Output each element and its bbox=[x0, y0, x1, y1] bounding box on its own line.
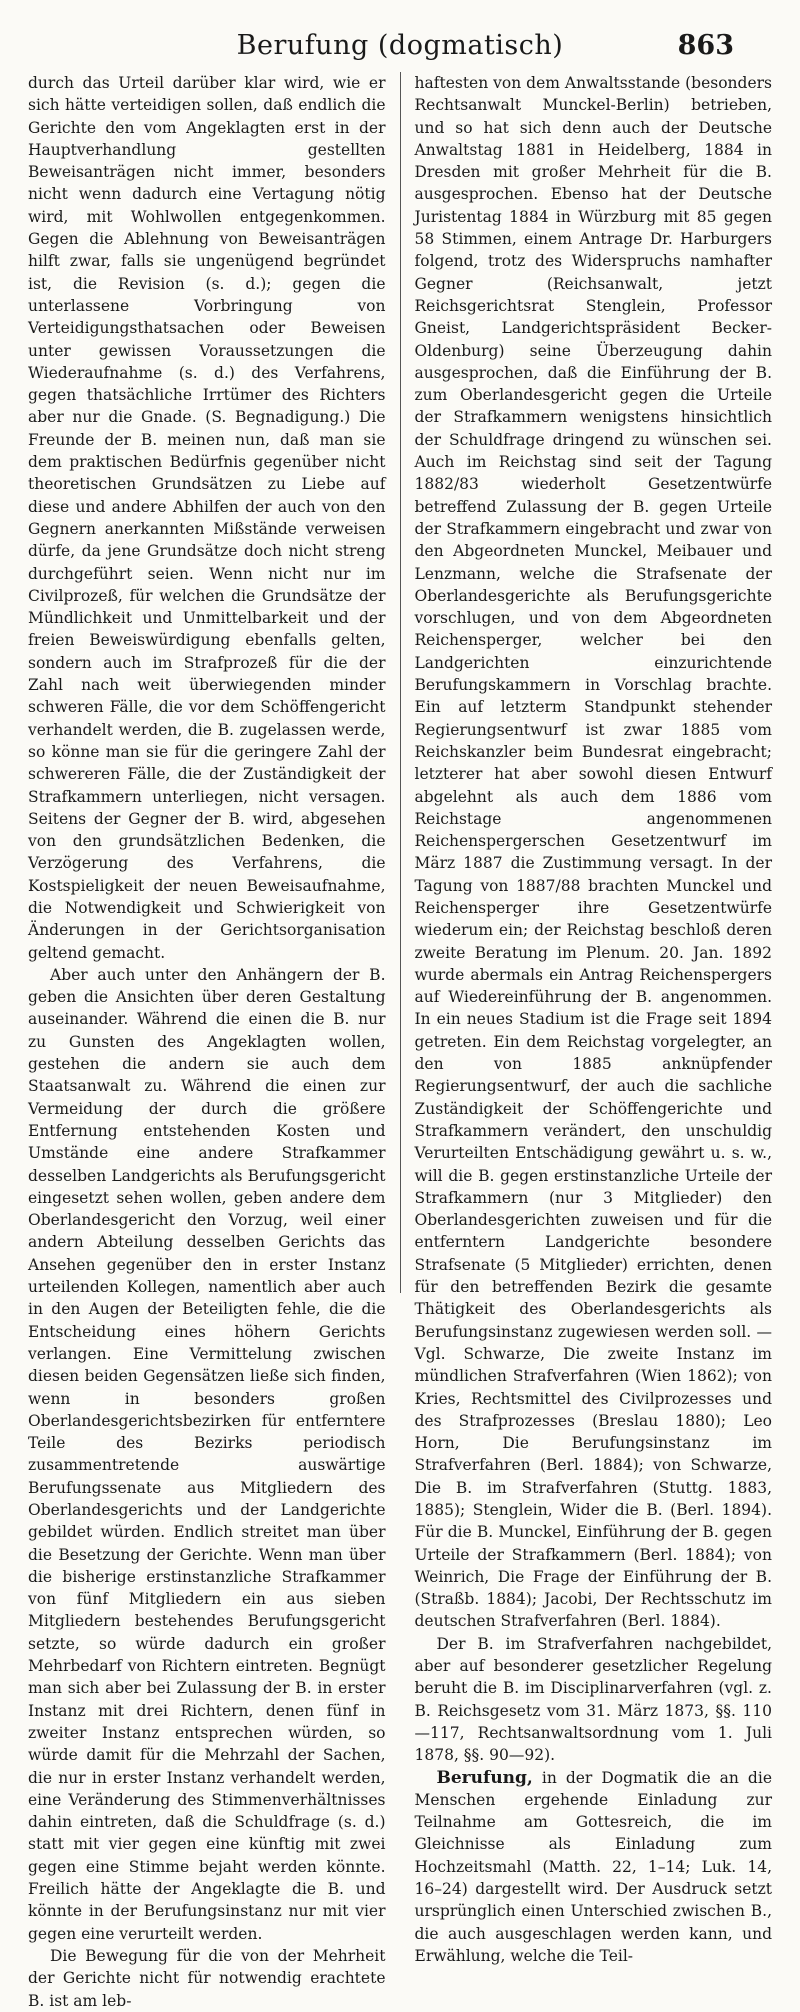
paragraph: Die Bewegung für die von der Mehrheit der Gerichte nicht für notwendig erachtete B. ist am leb- bbox=[28, 1946, 386, 2010]
paragraph: durch das Urteil darüber klar wird, wie er sich hätte verteidigen sollen, daß endlich die Gerichte den vom Angeklagten erst in der Hauptverhandlung gestellten Beweisanträgen nicht immer, besonders nicht wenn dadurch eine Vertagung nötig wird, mit Wohlwollen entgegenkommen. Gegen die Ablehnung von Beweisanträgen hilft zwar, falls sie ungenügend begründet ist, die Revision (s. d.); gegen die unterlassene Vorbringung von Verteidigungsthatsachen oder Beweisen unter gewissen Voraussetzungen die Wiederaufnahme (s. d.) des Verfahrens, gegen thatsächliche Irrtümer des Richters aber nur die Gnade. (S. Begnadigung.) Die Freunde der B. meinen nun, daß man sie dem praktischen Bedürfnis gegenüber nicht theoretischen Grundsätzen zu Liebe auf diese und andere Abhilfen der auch von den Gegnern anerkannten Mißstände verweisen dürfe, da jene Grundsätze doch nicht streng durchgeführt seien. Wenn nicht nur im Civilprozeß, für welchen die Grundsätze der Mündlichkeit und Unmittelbarkeit und der freien Beweiswürdigung ebenfalls gelten, sondern auch im Strafprozeß für die der Zahl nach weit überwiegenden minder schweren Fälle, die vor dem Schöffengericht verhandelt werden, die B. zugelassen werde, so könne man sie für die geringere Zahl der schwereren Fälle, die der Zuständigkeit der Strafkammern unterliegen, nicht versagen. Seitens der Gegner der B. wird, abgesehen von den grundsätzlichen Bedenken, die Verzögerung des Verfahrens, die Kostspieligkeit der neuen Beweisaufnahme, die Notwendigkeit und Schwierigkeit von Änderungen in der Gerichtsorganisation geltend gemacht. bbox=[28, 74, 386, 962]
text-columns bbox=[28, 72, 772, 2010]
entry-headword: Berufung, bbox=[436, 1767, 533, 1788]
page-number: 863 bbox=[677, 30, 734, 61]
right-column bbox=[414, 72, 773, 1965]
left-column bbox=[28, 72, 386, 2010]
running-title: Berufung (dogmatisch) bbox=[236, 30, 564, 61]
page-header bbox=[28, 0, 772, 72]
column-divider bbox=[400, 72, 401, 1293]
paragraph: Aber auch unter den Anhängern der B. geben die Ansichten über deren Gestaltung auseinander. Während die einen die B. nur zu Gunsten des Angeklagten wollen, gestehen die andern sie auch dem Staatsanwalt zu. Während die einen zur Vermeidung der durch die größere Entfernung entstehenden Kosten und Umstände eine andere Strafkammer desselben Landgerichts als Berufungsgericht eingesetzt sehen wollen, geben andere dem Oberlandesgericht den Vorzug, weil einer andern Abteilung desselben Gerichts das Ansehen gegenüber den in erster Instanz urteilenden Kollegen, namentlich aber auch in den Augen der Beteiligten fehle, die die Entscheidung eines höhern Gerichts verlangen. Eine Vermittelung zwischen diesen beiden Gegensätzen ließe sich finden, wenn in besonders großen Oberlandesgerichtsbezirken für entferntere Teile des Bezirks periodisch zusammentretende auswärtige Berufungssenate aus Mitgliedern des Oberlandesgerichts und der Landgerichte gebildet würden. Endlich streitet man über die Besetzung der Gerichte. Wenn man über die bisherige erstinstanzliche Strafkammer von fünf Mitgliedern ein aus sieben Mitgliedern bestehendes Berufungsgericht setzte, so würde dadurch ein großer Mehrbedarf von Richtern eintreten. Begnügt man sich aber bei Zulassung der B. in erster Instanz mit drei Richtern, denen fünf in zweiter Instanz entsprechen würden, so würde damit für die Mehrzahl der Sachen, die nur in erster Instanz verhandelt werden, eine Veränderung des Stimmenverhältnisses dahin eintreten, daß die Schuldfrage (s. d.) statt mit vier gegen eine künftig mit zwei gegen eine Stimme bejaht werden könnte. Freilich hätte der Angeklagte die B. und könnte in der Berufungsinstanz nur mit vier gegen eine verurteilt werden. bbox=[28, 965, 386, 1943]
entry-text: in der Dogmatik die an die Menschen ergehende Einladung zur Teilnahme am Gottesreich, die im Gleichnisse als Einladung zum Hochzeitsmahl (Matth. 22, 1–14; Luk. 14, 16–24) dargestellt wird. Der Ausdruck setzt ursprünglich einen Unterschied zwischen B., die auch ausgeschlagen werden kann, und Erwählung, welche die Teil- bbox=[414, 1768, 772, 1965]
entry-paragraph bbox=[415, 1767, 773, 1968]
paragraph: haftesten von dem Anwaltsstande (besonders Rechtsanwalt Munckel-Berlin) betrieben, und so hat sich denn auch der Deutsche Anwaltstag 1881 in Heidelberg, 1884 in Dresden mit großer Mehrheit für die B. ausgesprochen. Ebenso hat der Deutsche Juristentag 1884 in Würzburg mit 85 gegen 58 Stimmen, einem Antrage Dr. Harburgers folgend, trotz des Widerspruchs namhafter Gegner (Reichsanwalt, jetzt Reichsgerichtsrat Stenglein, Professor Gneist, Landgerichtspräsident Becker-Oldenburg) seine Überzeugung dahin ausgesprochen, daß die Einführung der B. zum Oberlandesgericht gegen die Urteile der Strafkammern wenigstens hinsichtlich der Schuldfrage dringend zu wünschen sei. Auch im Reichstag sind seit der Tagung 1882/83 wiederholt Gesetzentwürfe betreffend Zulassung der B. gegen Urteile der Strafkammern eingebracht und zwar von den Abgeordneten Munckel, Meibauer und Lenzmann, welche die Strafsenate der Oberlandesgerichte als Berufungsgerichte vorschlugen, und von dem Abgeordneten Reichensperger, welcher bei den Landgerichten einzurichtende Berufungskammern in Vorschlag brachte. Ein auf letzterm Standpunkt stehender Regierungsentwurf ist zwar 1885 vom Reichskanzler beim Bundesrat eingebracht; letzterer hat aber sowohl diesen Entwurf abgelehnt als auch dem 1886 vom Reichstage angenommenen Reichenspergerschen Gesetzentwurf im März 1887 die Zustimmung versagt. In der Tagung von 1887/88 brachten Munckel und Reichensperger ihre Gesetzentwürfe wiederum ein; der Reichstag beschloß deren zweite Beratung im Plenum. 20. Jan. 1892 wurde abermals ein Antrag Reichenspergers auf Wiedereinführung der B. angenommen. In ein neues Stadium ist die Frage seit 1894 getreten. Ein dem Reichstag vorgelegter, an den von 1885 anknüpfender Regierungsentwurf, der auch die sachliche Zuständigkeit der Schöffengerichte und Strafkammern verändert, den unschuldig Verurteilten Entschädigung gewährt u. s. w., will die B. gegen erstinstanzliche Urteile der Strafkammern (nur 3 Mitglieder) den Oberlandesgerichten zuweisen und für die entferntern Landgerichte besondere Strafsenate (5 Mitglieder) errichten, denen für den betreffenden Bezirk die gesamte Thätigkeit des Oberlandesgerichts als Berufungsinstanz zugewiesen werden soll. — Vgl. Schwarze, Die zweite Instanz im mündlichen Strafverfahren (Wien 1862); von Kries, Rechtsmittel des Civilprozesses und des Strafprozesses (Breslau 1880); Leo Horn, Die Berufungsinstanz im Strafverfahren (Berl. 1884); von Schwarze, Die B. im Strafverfahren (Stuttg. 1883, 1885); Stenglein, Wider die B. (Berl. 1894). Für die B. Munckel, Einführung der B. gegen Urteile der Strafkammern (Berl. 1884); von Weinrich, Die Frage der Einführung der B. (Straßb. 1884); Jacobi, Der Rechtsschutz im deutschen Strafverfahren (Berl. 1884). bbox=[414, 74, 772, 1631]
paragraph: Der B. im Strafverfahren nachgebildet, aber auf besonderer gesetzlicher Regelung beruht die B. im Disciplinarverfahren (vgl. z. B. Reichsgesetz vom 31. März 1873, §§. 110—117, Rechtsanwaltsordnung vom 1. Juli 1878, §§. 90—92). bbox=[414, 1634, 772, 1765]
